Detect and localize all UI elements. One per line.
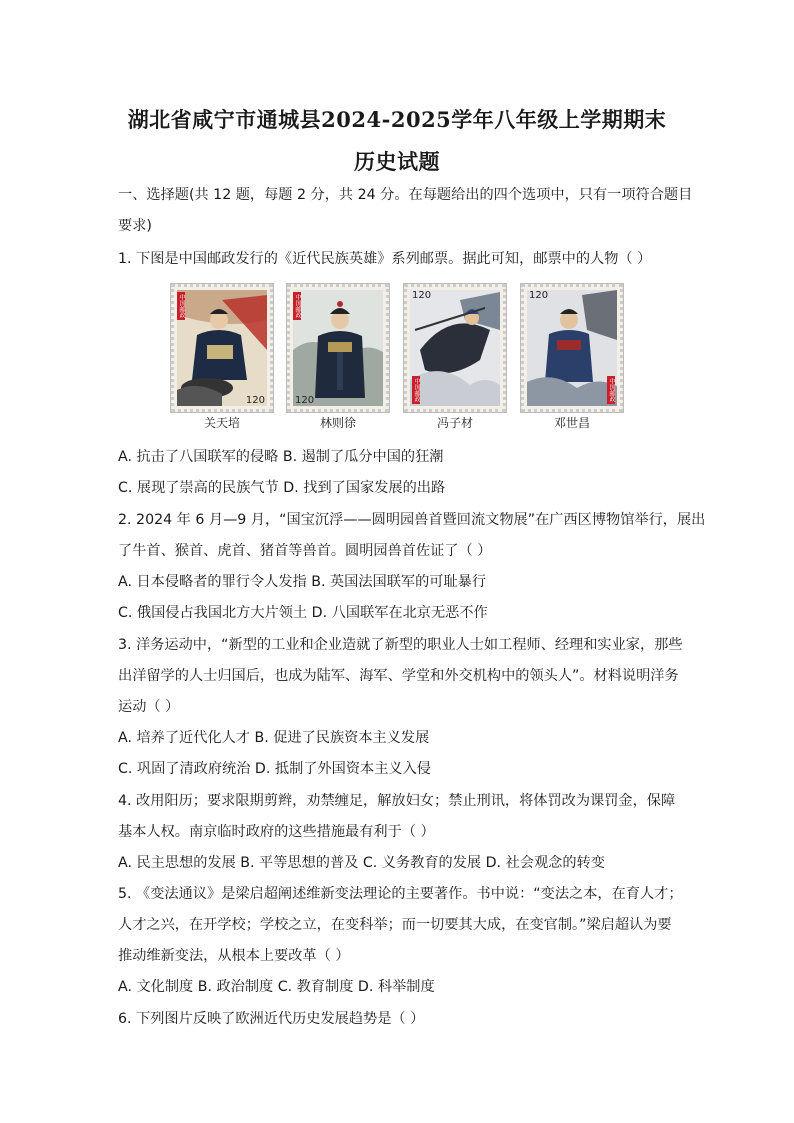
question-2-stem-cont: 了牛首、猴首、虎首、猪首等兽首。圆明园兽首佐证了（ ） — [118, 543, 492, 559]
question-3-options-cd: C. 巩固了清政府统治 D. 抵制了外国资本主义入侵 — [118, 761, 431, 777]
stamp-caption: 冯子材 — [436, 416, 473, 430]
exam-subtitle: 历史试题 — [354, 149, 440, 174]
question-6-stem: 6. 下列图片反映了欧洲近代历史发展趋势是（ ） — [118, 1011, 425, 1027]
stamp-3-illustration — [410, 290, 500, 406]
stamp-lin-zexu: 中国邮政 120 — [286, 283, 390, 413]
stamp-4-illustration — [527, 290, 617, 406]
section-instructions-cont: 要求) — [118, 218, 152, 234]
section-instructions: 一、选择题(共 12 题，每题 2 分，共 24 分。在每题给出的四个选项中，只有一项符合题目 — [118, 187, 693, 203]
question-5-stem-cont: 人才之兴，在开学校；学校之立，在变科举；而一切要其大成，在变官制。”梁启超认为要 — [118, 917, 672, 933]
exam-title: 湖北省咸宁市通城县2024-2025学年八年级上学期期末 — [127, 107, 667, 132]
question-3-stem-cont: 出洋留学的人士归国后，也成为陆军、海军、学堂和外交机构中的领头人”。材料说明洋务 — [118, 668, 679, 684]
question-1-options-ab: A. 抗击了八国联军的侵略 B. 遏制了瓜分中国的狂潮 — [118, 449, 444, 465]
stamp-1-illustration — [177, 290, 267, 406]
question-2-stem: 2. 2024 年 6 月—9 月，“国宝沉浮——圆明园兽首暨回流文物展”在广西区博物馆举行，展出 — [118, 512, 706, 528]
stamp-caption: 关天培 — [203, 416, 240, 430]
question-3-stem: 3. 洋务运动中，“新型的工业和企业造就了新型的职业人士如工程师、经理和实业家，那些 — [118, 637, 683, 653]
question-4-stem-cont: 基本人权。南京临时政府的这些措施最有利于（ ） — [118, 824, 435, 840]
stamp-caption: 邓世昌 — [553, 416, 590, 430]
question-5-stem-end: 推动维新变法，从根本上要改革（ ） — [118, 948, 350, 964]
question-1-options-cd: C. 展现了崇高的民族气节 D. 找到了国家发展的出路 — [118, 480, 446, 496]
question-2-options-cd: C. 俄国侵占我国北方大片领土 D. 八国联军在北京无恶不作 — [118, 605, 488, 621]
question-4-options: A. 民主思想的发展 B. 平等思想的普及 C. 义务教育的发展 D. 社会观念的转变 — [118, 855, 605, 871]
question-1-stem: 1. 下图是中国邮政发行的《近代民族英雄》系列邮票。据此可知，邮票中的人物（ ） — [118, 251, 652, 267]
question-4-stem: 4. 改用阳历；要求限期剪辫，劝禁缠足，解放妇女；禁止刑讯，将体罚改为课罚金，保障 — [118, 793, 676, 809]
stamp-caption: 林则徐 — [319, 416, 356, 430]
stamp-2-illustration — [293, 290, 383, 406]
stamp-deng-shichang: 120 中国邮政 — [520, 283, 624, 413]
question-3-stem-end: 运动（ ） — [118, 699, 180, 715]
stamp-images — [170, 283, 624, 431]
question-3-options-ab: A. 培养了近代化人才 B. 促进了民族资本主义发展 — [118, 730, 430, 746]
stamp-feng-zicai: 120 中国邮政 — [403, 283, 507, 413]
question-2-options-ab: A. 日本侵略者的罪行令人发指 B. 英国法国联军的可耻暴行 — [118, 574, 487, 590]
question-5-options: A. 文化制度 B. 政治制度 C. 教育制度 D. 科举制度 — [118, 979, 435, 995]
stamp-guan-tianpei: 中国邮政 120 — [170, 283, 274, 413]
question-5-stem: 5. 《变法通议》是梁启超阐述维新变法理论的主要著作。书中说：“变法之本，在育人才； — [118, 886, 683, 902]
